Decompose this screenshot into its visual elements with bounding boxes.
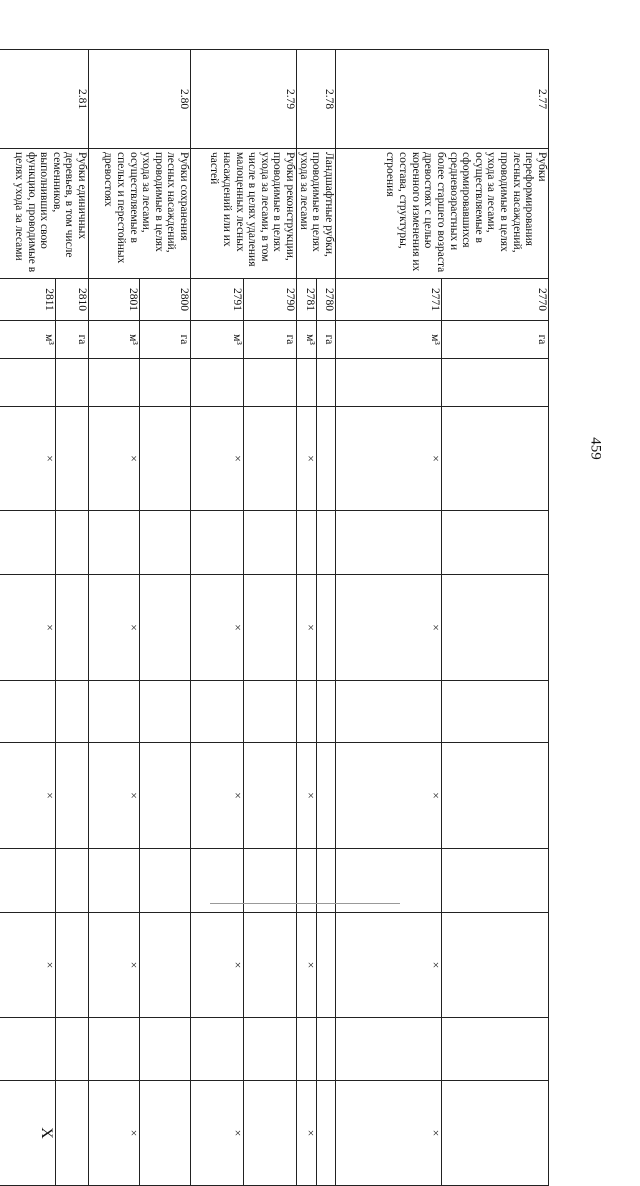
value-cell xyxy=(244,1018,297,1081)
row-number-2-77: 2.77 xyxy=(336,50,549,149)
table-row xyxy=(140,50,191,1186)
code-cell: 2801 xyxy=(89,279,140,321)
code-cell: 2811 xyxy=(0,279,56,321)
value-cell xyxy=(442,407,549,511)
value-cell xyxy=(244,575,297,681)
x-mark: × xyxy=(0,575,56,681)
x-mark: × xyxy=(336,743,442,849)
value-cell xyxy=(56,849,89,913)
unit-cell: га xyxy=(244,321,297,359)
value-cell xyxy=(89,511,140,575)
unit-cell: га xyxy=(140,321,191,359)
x-mark: X xyxy=(0,1081,56,1186)
row-number-2-81: 2.81 xyxy=(0,50,89,149)
value-cell xyxy=(244,1081,297,1186)
x-mark: × xyxy=(89,913,140,1018)
x-mark: × xyxy=(191,743,244,849)
x-mark: × xyxy=(89,1081,140,1186)
value-cell xyxy=(442,1081,549,1186)
code-cell: 2771 xyxy=(336,279,442,321)
value-cell xyxy=(244,743,297,849)
value-cell xyxy=(244,913,297,1018)
scan-edge-line xyxy=(210,903,400,904)
x-mark: × xyxy=(0,743,56,849)
value-cell xyxy=(0,359,56,407)
x-mark: × xyxy=(191,575,244,681)
table-row xyxy=(442,50,549,1186)
value-cell xyxy=(316,1018,335,1081)
value-cell xyxy=(0,1018,56,1081)
value-cell xyxy=(191,1018,244,1081)
value-cell xyxy=(89,1018,140,1081)
x-mark: × xyxy=(191,1081,244,1186)
value-cell xyxy=(89,849,140,913)
value-cell xyxy=(442,849,549,913)
value-cell xyxy=(56,743,89,849)
operation-description-2-77: Рубки переформирования лесных насаждений, проводимые в целях ухода за лесами, осуществляемые в сформировавшихся средневозрастных и более старшего возраста древостоях с целью коренного изменения их состава, структуры, строения xyxy=(336,149,549,279)
value-cell xyxy=(316,913,335,1018)
value-cell xyxy=(0,849,56,913)
value-cell xyxy=(56,511,89,575)
operation-description-2-78: Ландшафтные рубки, проводимые в целях ухода за лесами xyxy=(297,149,336,279)
value-cell xyxy=(244,511,297,575)
value-cell xyxy=(316,575,335,681)
value-cell xyxy=(442,575,549,681)
operation-description-2-81: Рубки единичных деревьев, в том числе семенников, выполнивших свою функцию, проводимые в целях ухода за лесами xyxy=(0,149,89,279)
code-cell: 2780 xyxy=(316,279,335,321)
row-number-2-80: 2.80 xyxy=(89,50,191,149)
value-cell xyxy=(442,1018,549,1081)
value-cell xyxy=(297,359,316,407)
x-mark: × xyxy=(0,407,56,511)
value-cell xyxy=(89,681,140,743)
value-cell xyxy=(140,743,191,849)
value-cell xyxy=(316,359,335,407)
value-cell xyxy=(191,681,244,743)
value-cell xyxy=(336,359,442,407)
value-cell xyxy=(56,407,89,511)
value-cell xyxy=(297,1018,316,1081)
row-number-2-79: 2.79 xyxy=(191,50,297,149)
code-cell: 2770 xyxy=(442,279,549,321)
unit-cell: га xyxy=(442,321,549,359)
unit-cell: га xyxy=(316,321,335,359)
value-cell xyxy=(442,511,549,575)
operation-description-2-79: Рубки реконструкции, проводимые в целях ухода за лесами, в том числе в целях удаления малоценных лесных насаждений или их частей xyxy=(191,149,297,279)
x-mark: × xyxy=(297,1081,316,1186)
forest-operations-table xyxy=(12,49,549,1139)
value-cell xyxy=(56,359,89,407)
x-mark: × xyxy=(191,407,244,511)
x-mark: × xyxy=(297,743,316,849)
unit-cell: м³ xyxy=(0,321,56,359)
x-mark: × xyxy=(297,575,316,681)
value-cell xyxy=(140,575,191,681)
x-mark: × xyxy=(191,913,244,1018)
value-cell xyxy=(140,913,191,1018)
value-cell xyxy=(442,913,549,1018)
value-cell xyxy=(140,1081,191,1186)
value-cell xyxy=(336,681,442,743)
x-mark: × xyxy=(336,575,442,681)
x-mark: × xyxy=(89,407,140,511)
value-cell xyxy=(140,1018,191,1081)
value-cell xyxy=(140,407,191,511)
code-cell: 2790 xyxy=(244,279,297,321)
value-cell xyxy=(244,407,297,511)
value-cell xyxy=(56,681,89,743)
page-number: 459 xyxy=(587,437,604,460)
unit-cell: га xyxy=(56,321,89,359)
value-cell xyxy=(297,511,316,575)
code-cell: 2781 xyxy=(297,279,316,321)
value-cell xyxy=(89,359,140,407)
unit-cell: м³ xyxy=(297,321,316,359)
value-cell xyxy=(336,1018,442,1081)
unit-cell: м³ xyxy=(336,321,442,359)
x-mark: × xyxy=(297,407,316,511)
unit-cell: м³ xyxy=(191,321,244,359)
x-mark: × xyxy=(0,913,56,1018)
value-cell xyxy=(0,681,56,743)
value-cell xyxy=(316,407,335,511)
x-mark: × xyxy=(89,575,140,681)
table-row xyxy=(244,50,297,1186)
value-cell xyxy=(442,681,549,743)
x-mark: × xyxy=(336,407,442,511)
code-cell: 2800 xyxy=(140,279,191,321)
code-cell: 2791 xyxy=(191,279,244,321)
value-cell xyxy=(56,1018,89,1081)
value-cell xyxy=(140,511,191,575)
value-cell xyxy=(140,849,191,913)
value-cell xyxy=(316,511,335,575)
x-mark: × xyxy=(336,1081,442,1186)
value-cell xyxy=(140,681,191,743)
unit-cell: м³ xyxy=(89,321,140,359)
table-row xyxy=(316,50,335,1186)
value-cell xyxy=(297,681,316,743)
value-cell xyxy=(56,1081,89,1186)
value-cell xyxy=(244,359,297,407)
value-cell xyxy=(56,575,89,681)
value-cell xyxy=(442,359,549,407)
value-cell xyxy=(336,511,442,575)
row-number-2-78: 2.78 xyxy=(297,50,336,149)
value-cell xyxy=(56,913,89,1018)
operation-description-2-80: Рубки сохранения лесных насаждений, проводимые в целях ухода за лесами, осуществляемые в спелых и перестойных древостоях xyxy=(89,149,191,279)
value-cell xyxy=(244,681,297,743)
code-cell: 2810 xyxy=(56,279,89,321)
value-cell xyxy=(442,743,549,849)
value-cell xyxy=(316,743,335,849)
x-mark: × xyxy=(297,913,316,1018)
value-cell xyxy=(191,511,244,575)
value-cell xyxy=(316,681,335,743)
value-cell xyxy=(316,1081,335,1186)
value-cell xyxy=(140,359,191,407)
value-cell xyxy=(0,511,56,575)
x-mark: × xyxy=(336,913,442,1018)
value-cell xyxy=(191,359,244,407)
x-mark: × xyxy=(89,743,140,849)
table-row xyxy=(56,50,89,1186)
